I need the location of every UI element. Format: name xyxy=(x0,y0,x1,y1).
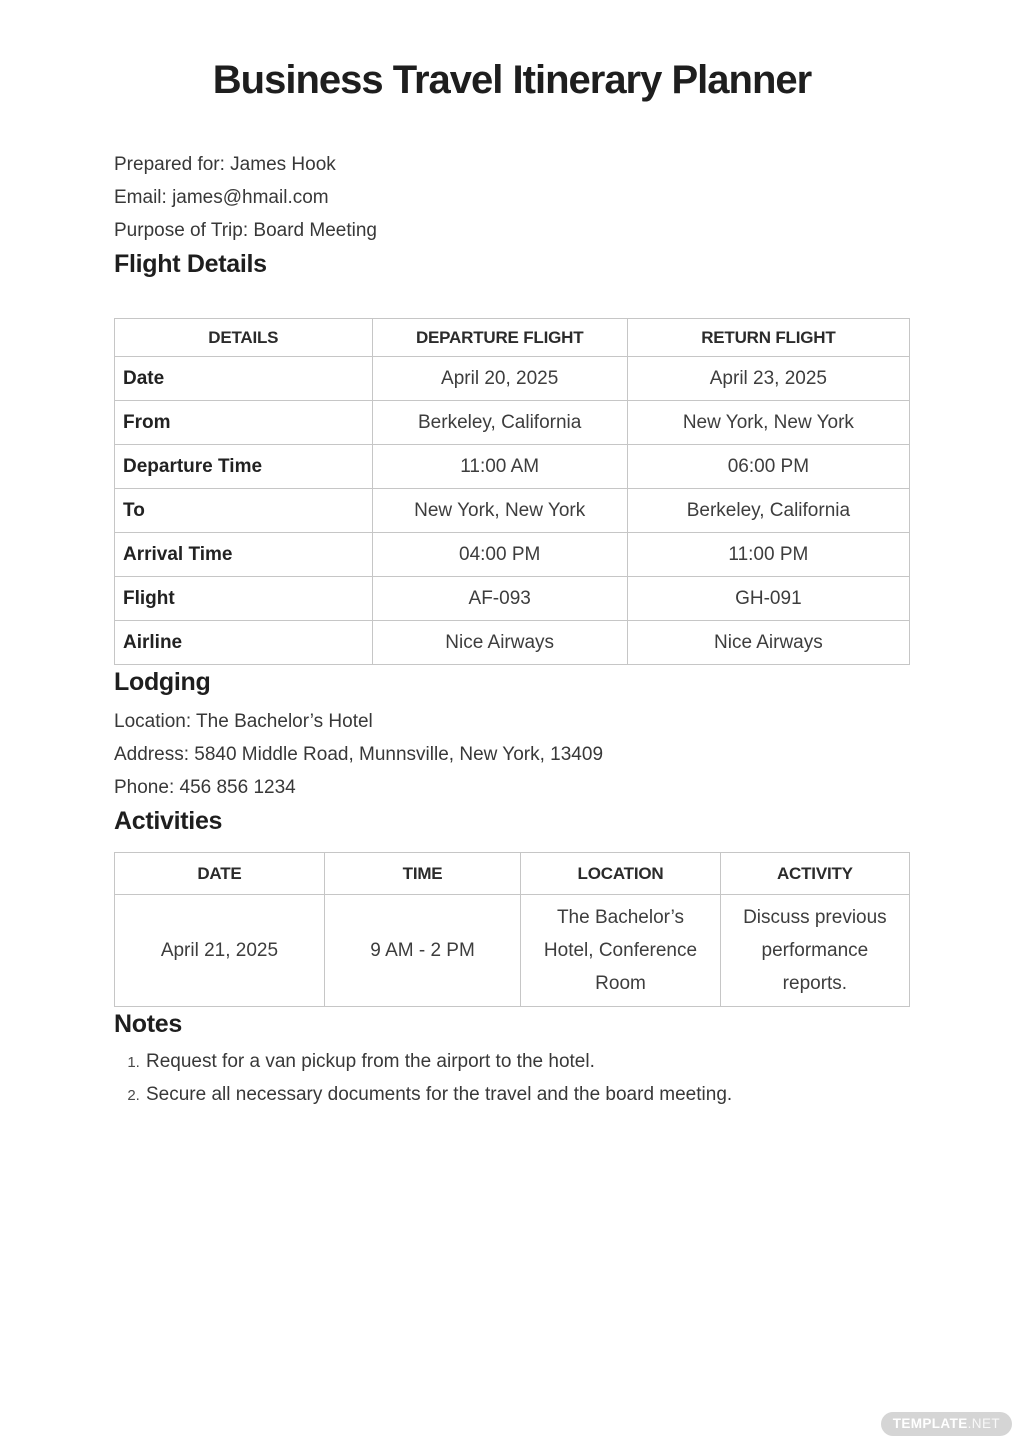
templatenet-badge xyxy=(881,1412,1012,1436)
cell-activity-description: Discuss previous performance reports. xyxy=(720,895,909,1007)
activities-table-header-row xyxy=(115,853,910,895)
cell-activity-location: The Bachelor’s Hotel, Conference Room xyxy=(521,895,721,1007)
lodging-phone-line: Phone: 456 856 1234 xyxy=(114,777,296,798)
section-heading-notes: Notes xyxy=(114,1010,182,1038)
cell-departure-time: 11:00 AM xyxy=(372,445,627,489)
row-label: Date xyxy=(115,357,373,401)
activities-table xyxy=(114,852,910,1007)
cell-departure-from: Berkeley, California xyxy=(372,401,627,445)
column-header-activity: ACTIVITY xyxy=(720,853,909,895)
row-label: To xyxy=(115,489,373,533)
column-header-date: DATE xyxy=(115,853,325,895)
table-row-departure-time xyxy=(115,445,910,489)
flight-details-table xyxy=(114,318,910,665)
intro-block xyxy=(114,148,910,247)
table-row-to xyxy=(115,489,910,533)
row-label: From xyxy=(115,401,373,445)
cell-departure-arrival-time: 04:00 PM xyxy=(372,533,627,577)
lodging-location-line: Location: The Bachelor’s Hotel xyxy=(114,711,373,732)
cell-activity-time: 9 AM - 2 PM xyxy=(324,895,520,1007)
table-row-date xyxy=(115,357,910,401)
purpose-line: Purpose of Trip: Board Meeting xyxy=(114,220,377,241)
email-line: Email: james@hmail.com xyxy=(114,187,329,208)
cell-return-arrival-time: 11:00 PM xyxy=(627,533,909,577)
templatenet-badge-suffix: .NET xyxy=(967,1416,1000,1431)
cell-return-departure-time: 06:00 PM xyxy=(627,445,909,489)
page-title: Business Travel Itinerary Planner xyxy=(212,58,812,102)
column-header-location: LOCATION xyxy=(521,853,721,895)
row-label: Arrival Time xyxy=(115,533,373,577)
note-item: 2. Secure all necessary documents for the travel and the board meeting. xyxy=(144,1078,910,1111)
lodging-address-line: Address: 5840 Middle Road, Munnsville, New York, 13409 xyxy=(114,744,604,765)
row-label: Departure Time xyxy=(115,445,373,489)
cell-return-from: New York, New York xyxy=(627,401,909,445)
templatenet-badge-brand: TEMPLATE xyxy=(892,1416,968,1431)
cell-return-to: Berkeley, California xyxy=(627,489,909,533)
flight-table-header-row xyxy=(115,319,910,357)
cell-return-flight-number: GH-091 xyxy=(627,577,909,621)
cell-departure-flight-number: AF-093 xyxy=(372,577,627,621)
column-header-departure-flight: DEPARTURE FLIGHT xyxy=(372,319,627,357)
section-heading-lodging: Lodging xyxy=(114,668,211,696)
row-label: Flight xyxy=(115,577,373,621)
cell-departure-airline: Nice Airways xyxy=(372,621,627,665)
column-header-time: TIME xyxy=(324,853,520,895)
lodging-block xyxy=(114,705,910,804)
cell-activity-date: April 21, 2025 xyxy=(115,895,325,1007)
row-label: Airline xyxy=(115,621,373,665)
cell-departure-date: April 20, 2025 xyxy=(372,357,627,401)
cell-return-date: April 23, 2025 xyxy=(627,357,909,401)
table-row-arrival-time xyxy=(115,533,910,577)
cell-departure-to: New York, New York xyxy=(372,489,627,533)
activities-table-row xyxy=(115,895,910,1007)
column-header-return-flight: RETURN FLIGHT xyxy=(627,319,909,357)
table-row-flight xyxy=(115,577,910,621)
prepared-for-line: Prepared for: James Hook xyxy=(114,154,336,175)
section-heading-activities: Activities xyxy=(114,807,223,835)
notes-list xyxy=(114,1045,910,1111)
table-row-from xyxy=(115,401,910,445)
column-header-details: DETAILS xyxy=(115,319,373,357)
table-row-airline xyxy=(115,621,910,665)
cell-return-airline: Nice Airways xyxy=(627,621,909,665)
note-item: 1. Request for a van pickup from the airport to the hotel. xyxy=(144,1045,910,1078)
section-heading-flight-details: Flight Details xyxy=(114,250,267,278)
